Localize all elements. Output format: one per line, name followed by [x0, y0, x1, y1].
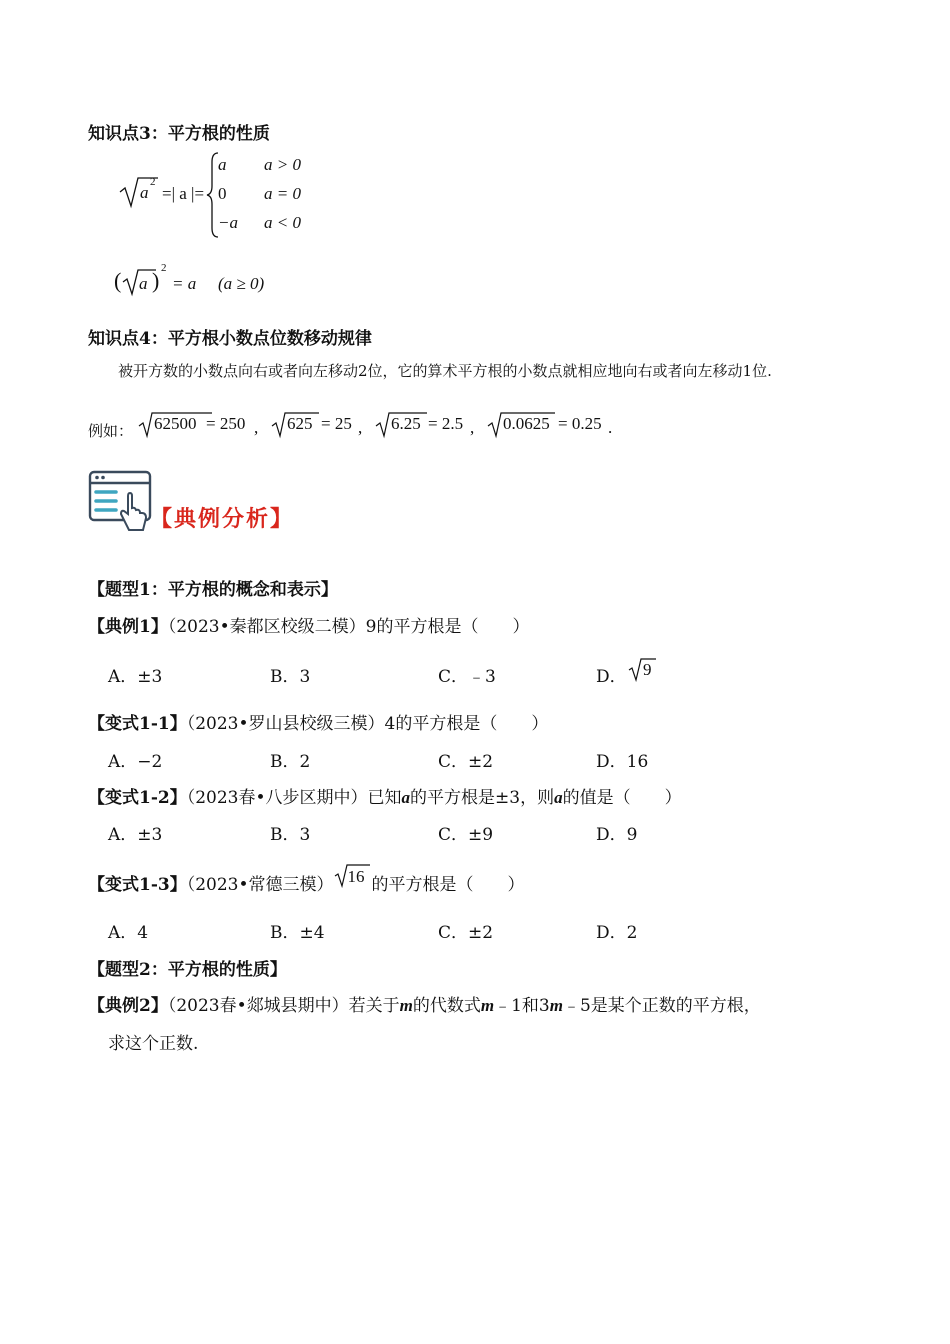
- v12-option-b[interactable]: B．3: [270, 825, 311, 845]
- v12-option-a[interactable]: A．±3: [108, 825, 163, 845]
- banner-label: 【典例分析】: [150, 506, 295, 532]
- v11-text: （2023•罗山县校级三模）4的平方根是（ ）: [186, 714, 549, 734]
- paren-left: (: [114, 268, 122, 293]
- ex2-text-a: （2023春•郯城县期中）若关于: [167, 996, 400, 1016]
- v11-option-a[interactable]: A．−2: [108, 752, 163, 772]
- ex4-res: = 0.25: [558, 414, 602, 433]
- row3-val: −a: [218, 213, 238, 232]
- v13-option-a[interactable]: A．4: [108, 923, 149, 943]
- ex2-expr1: ﹣1和3: [494, 996, 550, 1016]
- ex4-rad: 0.0625: [503, 414, 550, 433]
- ex2-line2: 求这个正数.: [108, 1034, 199, 1054]
- v11-tag: 【变式1-1】: [88, 714, 187, 734]
- paren-right: ): [152, 268, 160, 293]
- v11-option-b[interactable]: B．2: [270, 752, 311, 772]
- ex1-option-d[interactable]: [596, 660, 652, 687]
- abs-lhs: =| a |=: [162, 184, 205, 203]
- v12-option-d[interactable]: D．9: [596, 825, 638, 845]
- row2-cond: a = 0: [264, 184, 301, 203]
- v12-text-c: 的值是（ ）: [562, 788, 682, 808]
- ex2-var-m: m: [399, 996, 413, 1015]
- v12-var-a: a: [401, 788, 411, 807]
- sqrt-a2-exp: 2: [150, 176, 156, 188]
- v13-text-a: （2023•常德三模）: [186, 875, 334, 895]
- ex2-sep: ,: [358, 418, 363, 437]
- v13-rad: 16: [347, 867, 365, 886]
- kp4-examples: [88, 408, 648, 442]
- ex2-expr2: ﹣5是某个正数的平方根，: [562, 996, 761, 1016]
- option-d-rad: 9: [643, 660, 652, 679]
- v12-question: [88, 783, 682, 808]
- ex3-sep: ,: [470, 418, 475, 437]
- ex2-question: [88, 991, 761, 1016]
- ex1-option-b[interactable]: B．3: [270, 667, 311, 687]
- ex4-sep: .: [608, 418, 613, 437]
- ex1-option-a[interactable]: A．±3: [108, 667, 163, 687]
- row1-cond: a > 0: [264, 155, 301, 174]
- type2-title: 【题型2：平方根的性质】: [88, 960, 287, 980]
- ex2-var-m-3: m: [549, 996, 563, 1015]
- sqrt-a-base: a: [139, 274, 148, 293]
- v13-option-b[interactable]: B．±4: [270, 923, 325, 943]
- row1-val: a: [218, 155, 227, 174]
- ex2-rad: 625: [287, 414, 313, 433]
- ex1-rad: 62500: [154, 414, 197, 433]
- ex2-tag: 【典例2】: [88, 996, 168, 1016]
- prop2-cond: (a ≥ 0): [218, 274, 265, 293]
- ex1-text: （2023•秦都区校级二模）9的平方根是（ ）: [167, 617, 530, 637]
- section-banner: [88, 470, 308, 540]
- row3-cond: a < 0: [264, 213, 301, 232]
- ex2-var-m-2: m: [480, 996, 495, 1015]
- row2-val: 0: [218, 184, 227, 203]
- ex3-rad: 6.25: [391, 414, 421, 433]
- square-exp: 2: [161, 262, 167, 274]
- v13-option-d[interactable]: D．2: [596, 923, 638, 943]
- v13-tag: 【变式1-3】: [88, 875, 187, 895]
- v13-text-b: 的平方根是（ ）: [371, 875, 525, 895]
- browser-hand-icon: [88, 470, 154, 536]
- abs-formula: [118, 150, 438, 240]
- ex1-sep: ,: [254, 418, 259, 437]
- v11-option-c[interactable]: C．±2: [438, 752, 494, 772]
- ex1-tag: 【典例1】: [88, 617, 168, 637]
- prop2-rhs: = a: [172, 274, 197, 293]
- v12-var-a-2: a: [554, 788, 563, 807]
- type1-title: 【题型1：平方根的概念和表示】: [88, 580, 338, 600]
- v12-option-c[interactable]: C．±9: [438, 825, 494, 845]
- example-label: 例如：: [88, 422, 134, 440]
- v13-option-c[interactable]: C．±2: [438, 923, 494, 943]
- ex2-text-b: 的代数式: [412, 996, 481, 1016]
- v12-tag: 【变式1-2】: [88, 788, 187, 808]
- kp4-desc: 被开方数的小数点向右或者向左移动2位，它的算术平方根的小数点就相应地向右或者向左移动1位.: [118, 362, 772, 380]
- v13-sqrt: [334, 867, 372, 890]
- ex1-option-d-label: D．: [596, 667, 627, 687]
- v12-text-a: （2023春•八步区期中）已知: [186, 788, 402, 808]
- kp4-title: 知识点4：平方根小数点位数移动规律: [88, 329, 372, 349]
- sqrt-a2-base: a: [140, 183, 149, 202]
- v11-option-d[interactable]: D．16: [596, 752, 649, 772]
- ex1-option-c[interactable]: C．﹣3: [438, 667, 496, 687]
- ex1-res: = 250: [206, 414, 246, 433]
- ex3-res: = 2.5: [428, 414, 464, 433]
- v13-question: [88, 867, 608, 896]
- ex2-res: = 25: [321, 414, 352, 433]
- sqrt-square-formula: [114, 262, 314, 302]
- v11-question: [88, 709, 548, 734]
- v12-text-b: 的平方根是±3，则: [410, 788, 555, 808]
- ex1-question: [88, 612, 529, 637]
- kp3-title: 知识点3：平方根的性质: [88, 124, 270, 144]
